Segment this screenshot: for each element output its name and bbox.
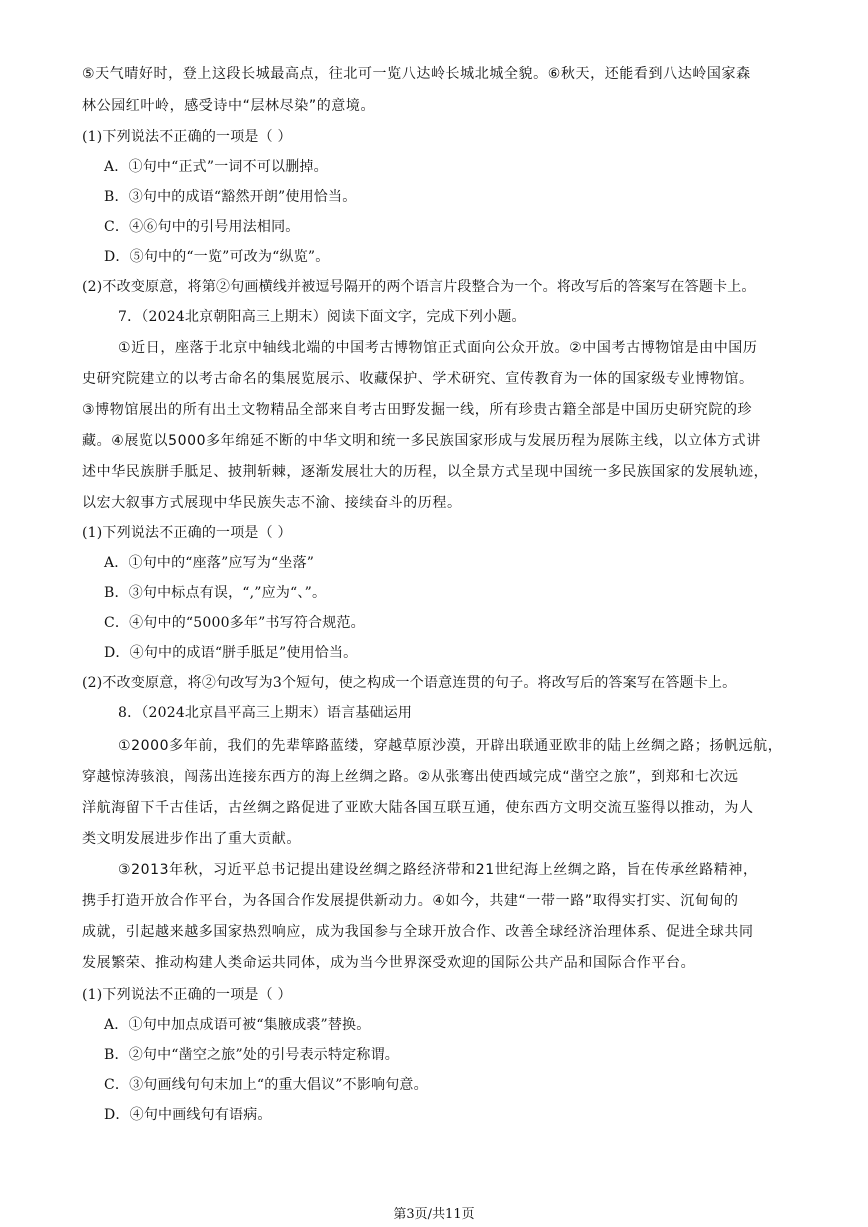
q8-para1-line-3: 洋航海留下千古佳话，古丝绸之路促进了亚欧大陆各国互联互通，使东西方文明交流互鉴得以推动，为人 xyxy=(82,800,754,816)
q7-passage-line-1: ①近日，座落于北京中轴线北端的中国考古博物馆正式面向公众开放。②中国考古博物馆是由中国历 xyxy=(118,340,758,356)
q8-option-a: A．①句中加点成语可被“集腋成裘”替换。 xyxy=(104,1017,371,1033)
q6-subquestion-1: (1)下列说法不正确的一项是（ ） xyxy=(82,129,292,145)
q8-para1-line-4: 类文明发展进步作出了重大贡献。 xyxy=(82,831,301,847)
q7-option-b: B．③句中标点有误，“,”应为“、”。 xyxy=(104,585,327,601)
q6-subquestion-2: (2)不改变原意，将第②句画横线并被逗号隔开的两个语言片段整合为一个。将改写后的答案写在答题卡上。 xyxy=(82,279,756,295)
q8-heading: 8．（2024北京昌平高三上期末）语言基础运用 xyxy=(118,705,413,721)
q7-passage-line-5: 述中华民族胼手胝足、披荆斩棘，逐渐发展壮大的历程，以全景方式呈现中国统一多民族国家的发展轨迹， xyxy=(82,464,769,480)
q6-option-c: C．④⑥句中的引号用法相同。 xyxy=(104,219,300,235)
q8-para2-line-3: 成就，引起越来越多国家热烈响应，成为我国参与全球开放合作、改善全球经济治理体系、促进全球共同 xyxy=(82,924,754,940)
q7-option-c: C．④句中的“5000多年”书写符合规范。 xyxy=(104,615,365,631)
q7-option-d: D．④句中的成语“胼手胝足”使用恰当。 xyxy=(104,645,358,661)
q8-para2-line-1: ③2013年秋，习近平总书记提出建设丝绸之路经济带和21世纪海上丝绸之路，旨在传承丝路精神， xyxy=(118,862,758,878)
q8-para2-line-2: 携手打造开放合作平台，为各国合作发展提供新动力。④如今，共建“一带一路”取得实打实、沉甸甸的 xyxy=(82,893,739,909)
q7-passage-line-2: 史研究院建立的以考古命名的集展览展示、收藏保护、学术研究、宣传教育为一体的国家级专业博物馆。 xyxy=(82,371,754,387)
q7-heading: 7．（2024北京朝阳高三上期末）阅读下面文字，完成下列小题。 xyxy=(118,309,526,325)
q7-passage-line-6: 以宏大叙事方式展现中华民族失志不渝、接续奋斗的历程。 xyxy=(82,495,462,511)
q8-para1-line-1: ①2000多年前，我们的先辈筚路蓝缕，穿越草原沙漠，开辟出联通亚欧非的陆上丝绸之路；扬帆远航， xyxy=(118,738,783,754)
q7-passage-line-3: ③博物馆展出的所有出土文物精品全部来自考古田野发掘一线，所有珍贵古籍全部是中国历史研究院的珍 xyxy=(82,402,753,418)
q6-passage-line-2: 林公园红叶岭，感受诗中“层林尽染”的意境。 xyxy=(82,98,376,114)
q8-option-d: D．④句中画线句有语病。 xyxy=(104,1107,272,1123)
q6-option-a: A．①句中“正式”一词不可以删掉。 xyxy=(104,159,328,175)
q8-para2-line-4: 发展繁荣、推动构建人类命运共同体，成为当今世界深受欢迎的国际公共产品和国际合作平台。 xyxy=(82,955,696,971)
q7-subquestion-2: (2)不改变原意，将②句改写为3个短句，使之构成一个语意连贯的句子。将改写后的答案写在答题卡上。 xyxy=(82,675,737,691)
q7-passage-line-4: 藏。④展览以5000多年绵延不断的中华文明和统一多民族国家形成与发展历程为展陈主线，以立体方式讲 xyxy=(82,433,761,449)
q6-option-b: B．③句中的成语“豁然开朗”使用恰当。 xyxy=(104,189,357,205)
q8-subquestion-1: (1)下列说法不正确的一项是（ ） xyxy=(82,987,292,1003)
q8-option-c: C．③句画线句句末加上“的重大倡议”不影响句意。 xyxy=(104,1077,428,1093)
page-footer: 第3页/共11页 xyxy=(393,1207,475,1222)
q8-para1-line-2: 穿越惊涛骇浪，闯荡出连接东西方的海上丝绸之路。②从张骞出使西域完成“凿空之旅”，到郑和七次远 xyxy=(82,769,739,785)
q7-subquestion-1: (1)下列说法不正确的一项是（ ） xyxy=(82,525,292,541)
q7-option-a: A．①句中的“座落”应写为“坐落” xyxy=(104,555,315,571)
q6-option-d: D．⑤句中的“一览”可改为“纵览”。 xyxy=(104,249,330,265)
q8-option-b: B．②句中“凿空之旅”处的引号表示特定称谓。 xyxy=(104,1047,400,1063)
q6-passage-line-1: ⑤天气晴好时，登上这段长城最高点，往北可一览八达岭长城北城全貌。⑥秋天，还能看到八达岭国家森 xyxy=(82,66,751,82)
